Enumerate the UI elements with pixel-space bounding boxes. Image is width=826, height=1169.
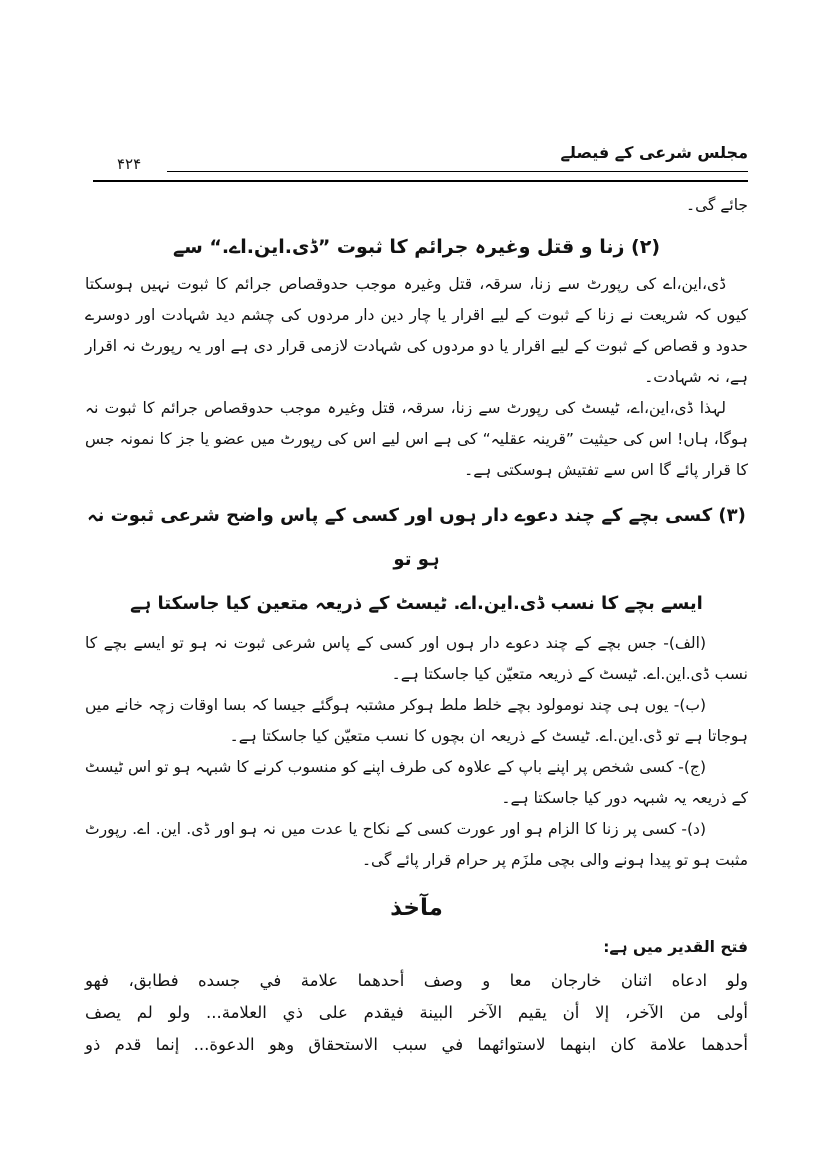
continuation-line: جائے گی۔ bbox=[685, 196, 748, 214]
arabic-quote-line-1: ولو ادعاه اثنان خارجان معا و وصف أحدهما علامة في جسده فطابق، فهو bbox=[85, 971, 748, 990]
sources-heading: مآخذ bbox=[390, 895, 443, 921]
section-3-heading bbox=[85, 494, 748, 626]
section-3-heading-line-2: ایسے بچے کا نسب ڈی.این.اے. ٹیسٹ کے ذریعہ متعین کیا جاسکتا ہے bbox=[130, 593, 703, 614]
arabic-quotation bbox=[85, 965, 748, 1061]
clause-daal: (د)- کسی پر زنا کا الزام ہو اور عورت کسی کے نکاح یا عدت میں نہ ہو اور ڈی. این. اے. رپورٹ مثبت ہو تو پیدا ہونے والی بچی ملزَم پر حرام قرار پائے گی۔ bbox=[85, 820, 748, 869]
arabic-quote-line-2: أولى من الآخر، إلا أن يقيم الآخر البينة فيقدم على ذي العلامة... ولو لم يصف bbox=[85, 1003, 748, 1022]
section-3-heading-line-1: (۳) کسی بچے کے چند دعوے دار ہوں اور کسی کے پاس واضح شرعی ثبوت نہ ہو تو bbox=[87, 505, 746, 570]
section-2-paragraph-1: ڈی،این،اے کی رپورٹ سے زنا، سرقہ، قتل وغیرہ موجب حدوقصاص جرائم کا ثبوت نہیں ہوسکتا کیوں کہ شریعت نے زنا کے ثبوت کے لیے اقرار یا چار دین دار مردوں کی چشم دید شہادت اور دوسرے حدود و قصاص کے ثبوت کے لیے اقرار یا دو مردوں کی شہادت لازمی قرار دی ہے اور یہ رپورٹ نہ اقرار ہے، نہ شہادت۔ bbox=[85, 275, 748, 386]
page-content bbox=[85, 142, 748, 1061]
page-number: ۴۲۴ bbox=[117, 155, 142, 173]
reference-intro: فتح القدیر میں ہے: bbox=[603, 938, 748, 956]
arabic-quote-line-3: أحدهما علامة كان ابنهما لاستوائهما في سبب الاستحقاق وهو الدعوة... إنما قدم ذو bbox=[85, 1035, 748, 1054]
page-header bbox=[85, 142, 748, 188]
running-title: مجلس شرعی کے فیصلے bbox=[560, 143, 748, 162]
clause-be: (ب)- یوں ہی چند نومولود بچے خلط ملط ہوکر مشتبہ ہوگئے جیسا کہ بسا اوقات زچہ خانے میں ہوجاتا ہے تو ڈی.این.اے. ٹیسٹ کے ذریعہ ان بچوں کا نسب متعیّن کیا جاسکتا ہے۔ bbox=[85, 696, 748, 745]
clause-alif: (الف)- جس بچے کے چند دعوے دار ہوں اور کسی کے پاس شرعی ثبوت نہ ہو تو ایسے بچے کا نسب ڈی.این.اے. ٹیسٹ کے ذریعہ متعیّن کیا جاسکتا ہے۔ bbox=[85, 634, 748, 683]
header-rule-bottom bbox=[93, 180, 748, 182]
header-rule-top bbox=[167, 171, 748, 172]
section-2-heading: (۲) زنا و قتل وغیرہ جرائم کا ثبوت ”ڈی.این.اے.“ سے bbox=[172, 236, 661, 258]
clause-jeem: (ج)- کسی شخص پر اپنے باپ کے علاوہ کی طرف اپنے کو منسوب کرنے کا شبہہ ہو تو اس ٹیسٹ کے ذریعہ یہ شبہہ دور کیا جاسکتا ہے۔ bbox=[85, 758, 748, 807]
section-2-paragraph-2: لہذا ڈی،این،اے، ٹیسٹ کی رپورٹ سے زنا، سرقہ، قتل وغیرہ موجب حدوقصاص جرائم کا ثبوت نہ ہوگا، ہاں! اس کی حیثیت ”قرینہ عقلیہ“ کی ہے اس لیے اس کی رپورٹ میں عضو یا جز کا نمونہ جس کا قرار پائے گا اس سے تفتیش ہوسکتی ہے۔ bbox=[85, 399, 748, 479]
